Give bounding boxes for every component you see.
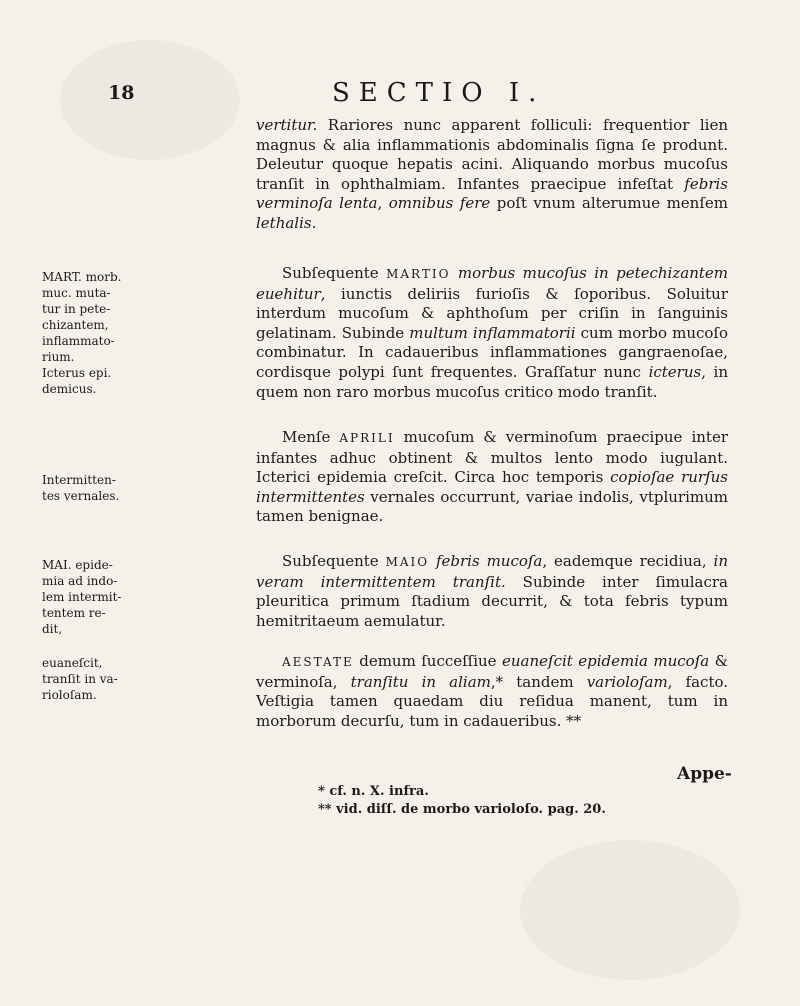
text-italic: febris verminoſa lenta <box>256 174 728 213</box>
margin-line: inflammato- <box>42 334 115 348</box>
margin-line: euaneſcit, <box>42 656 103 670</box>
text <box>429 552 436 570</box>
margin-line: tentem re- <box>42 606 106 620</box>
paper-stain <box>520 840 740 980</box>
margin-note-may <box>42 557 166 637</box>
text-italic: lethalis. <box>256 213 317 232</box>
paragraph-5 <box>256 652 728 731</box>
paragraph-1 <box>256 116 728 234</box>
month-name: MARTIO <box>386 267 451 281</box>
text: , in quem non raro morbus mucoſus critico modo tranſit. <box>256 362 728 401</box>
section-title: SECTIO I. <box>332 78 546 108</box>
margin-line: tur in pete- <box>42 302 111 316</box>
margin-line: MART. morb. <box>42 270 122 284</box>
text-italic: euaneſcit epidemia mucoſa <box>502 652 710 670</box>
margin-line: lem intermit- <box>42 590 122 604</box>
text-italic: copioſae rurſus intermittentes <box>256 468 728 506</box>
text: ,* tandem <box>490 672 587 691</box>
text: Menſe <box>282 428 340 446</box>
text: demum ſucceſſiue <box>353 652 502 670</box>
margin-note-april <box>42 472 166 504</box>
margin-line: tranſit in va- <box>42 672 118 686</box>
text-italic: tranſitu in aliam <box>350 672 491 691</box>
paragraph-4 <box>256 552 728 631</box>
text: poſt vnum alterumue menſem <box>490 194 728 213</box>
margin-line: tes vernales. <box>42 489 120 503</box>
footnote: ** vid. diſſ. de morbo varioloſo. pag. 20. <box>318 802 606 817</box>
margin-line: dit, <box>42 622 63 636</box>
margin-note-march <box>42 269 166 397</box>
footnote: * cf. n. X. infra. <box>318 784 429 799</box>
text-italic: febris mucoſa <box>435 552 543 570</box>
margin-line: muc. muta- <box>42 286 111 300</box>
text: Subinde inter ſimulacra pleuritica primum ſtadium decurrit, & tota febris typum hemitritaeum aemulatur. <box>256 572 728 630</box>
month-name: MAIO <box>385 555 430 569</box>
catchword: Appe- <box>677 764 732 784</box>
page-header <box>0 78 800 118</box>
text-italic: morbus mucoſus in petechizantem euehitur <box>256 264 728 303</box>
month-name: APRILI <box>339 431 395 445</box>
paragraph-3 <box>256 428 728 527</box>
margin-line: rium. <box>42 350 75 364</box>
text: , iunctis deliriis furioſis & ſoporibus. Soluitur interdum mucoſum & aphthoſum per criſin in ſanguinis gelatinam. Subinde <box>256 284 728 342</box>
text-italic: varioloſam <box>586 672 668 691</box>
text-italic: in veram intermittentem tranſit. <box>256 552 728 591</box>
margin-line: chizantem, <box>42 318 109 332</box>
text <box>450 264 457 282</box>
text: Subſequente <box>282 552 386 570</box>
text-italic: omnibus fere <box>388 194 491 213</box>
text: cum morbo mucoſo combinatur. In cadaueribus inflammationes gangraenoſae, cordisque polypi ſunt frequentes. Graſſatur nunc <box>256 323 729 381</box>
margin-line: MAI. epide- <box>42 558 113 572</box>
season-name: AESTATE <box>282 655 354 669</box>
margin-line: Intermitten- <box>42 473 116 487</box>
text: & verminoſa, <box>256 652 728 691</box>
text-italic: vertitur. <box>256 116 318 134</box>
text: mucoſum & verminoſum praecipue inter infantes adhuc obtinent & multos lento modo iugulant. Icterici epidemia creſcit. Circa hoc temporis <box>256 428 728 487</box>
margin-line: rioloſam. <box>42 688 97 702</box>
margin-line: Icterus epi. <box>42 366 112 380</box>
margin-line: mia ad indo- <box>42 574 118 588</box>
text: Rariores nunc apparent folliculi: frequentior lien magnus & alia inflammationis abdominalis ſigna ſe produnt. Deleutur quoque hepatis acini. Aliquando morbus mucoſus tranſit in ophthalmiam. Infantes praecipue infeſtat <box>256 116 728 193</box>
margin-line: demicus. <box>42 382 97 396</box>
page-number: 18 <box>108 82 135 104</box>
text: , <box>377 194 389 213</box>
text: Subſequente <box>282 264 387 282</box>
text-italic: multum inflammatorii <box>409 323 576 342</box>
text: , facto. Veſtigia tamen quaedam diu reſidua manent, tum in morborum decurſu, tum in cadaueribus. ** <box>256 672 729 730</box>
text: vernales occurrunt, variae indolis, vtplurimum tamen benignae. <box>256 487 728 526</box>
footnotes <box>318 783 606 819</box>
margin-note-summer <box>42 655 166 703</box>
paragraph-2 <box>256 264 728 402</box>
text: , eademque recidiua, <box>542 552 714 570</box>
text-italic: icterus <box>648 362 702 381</box>
